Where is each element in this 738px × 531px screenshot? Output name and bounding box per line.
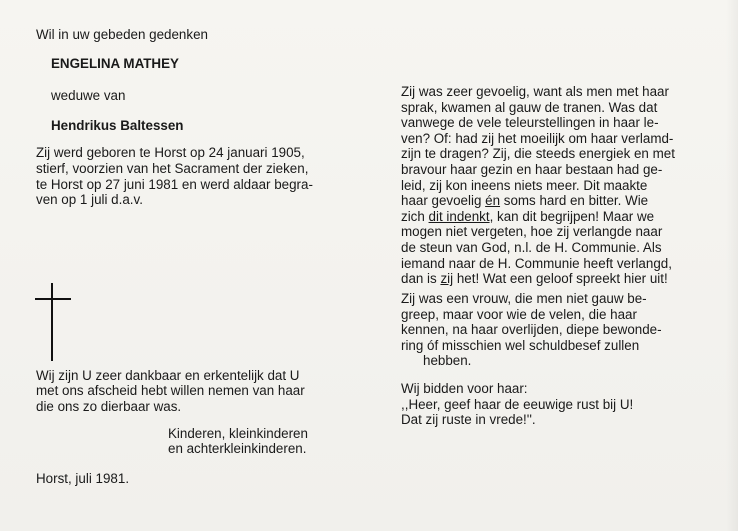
underlined-word: zij: [440, 271, 454, 287]
paragraph-line: Zij was een vrouw, die men niet gauw be-: [401, 291, 647, 306]
paragraph-line: kennen, na haar overlijden, diepe bewonde-: [401, 322, 662, 338]
bio-line: Zij werd geboren te Horst op 24 januari 1905,: [36, 145, 305, 160]
thanks-line: met ons afscheid hebt willen nemen van haar: [36, 383, 305, 398]
prayer-line: ,,Heer, geef haar de eeuwige rust bij U!: [401, 396, 634, 412]
widow-of-text: weduwe van: [51, 88, 126, 103]
deceased-name: ENGELINA MATHEY: [51, 56, 179, 71]
bio-line: ven op 1 juli d.a.v.: [36, 192, 143, 207]
paragraph-line: zijn te dragen? Zij, die steeds energiek en met: [401, 146, 675, 162]
paragraph-line: vanwege de vele teleurstellingen in haar le-: [401, 115, 659, 131]
paragraph-line: Zij was zeer gevoelig, want als men met haar: [401, 84, 669, 99]
thanks-line: Wij zijn U zeer dankbaar en erkentelijk dat U: [36, 368, 300, 383]
prayer: [401, 381, 633, 428]
underlined-phrase: dit indenkt: [428, 208, 490, 224]
paragraph-line: leid, zij kon ineens niets meer. Dit maakte: [401, 177, 648, 193]
paragraph-line: hebben.: [423, 353, 472, 369]
paragraph-1: [401, 84, 675, 287]
paragraph-line: bravour haar gezin en haar bestaan had ge-: [401, 161, 663, 177]
underlined-word: én: [485, 193, 501, 209]
thanks-line: die ons zo dierbaar was.: [36, 399, 182, 414]
paragraph-line: de steun van God, n.l. de H. Communie. Als: [401, 239, 662, 255]
paragraph-2: [401, 291, 662, 369]
bio-line: stierf, voorzien van het Sacrament der zieken,: [36, 161, 309, 176]
paragraph-line: dan is zij het! Wat een geloof spreekt hier uit!: [401, 271, 668, 287]
bio-line: te Horst op 27 juni 1981 en werd aldaar begra-: [36, 177, 313, 192]
family-line: Kinderen, kleinkinderen: [168, 426, 308, 441]
place-date: Horst, juli 1981.: [36, 471, 130, 486]
paragraph-line: iemand naar de H. Communie heeft verlangd,: [401, 255, 672, 271]
paragraph-line: zich dit indenkt, kan dit begrijpen! Maar we: [401, 208, 655, 224]
paragraph-line: haar gevoelig én soms hard en bitter. Wie: [401, 193, 649, 209]
paragraph-line: ven? Of: had zij het moeilijk om haar verlamd-: [401, 130, 674, 146]
family-line: en achterkleinkinderen.: [168, 441, 307, 456]
paragraph-line: mogen niet vergeten, hoe zij verlangde naar: [401, 224, 663, 240]
card-edge-shadow: [726, 0, 738, 531]
paragraph-line: ring óf misschien wel schuldbesef zullen: [401, 337, 640, 353]
prayer-line: Dat zij ruste in vrede!''.: [401, 412, 536, 428]
prayer-line: Wij bidden voor haar:: [401, 381, 528, 396]
husband-name: Hendrikus Baltessen: [51, 118, 184, 133]
intro-text: Wil in uw gebeden gedenken: [36, 27, 208, 42]
paragraph-line: sprak, kwamen al gauw de tranen. Was dat: [401, 99, 658, 115]
paragraph-line: greep, maar voor wie de velen, die haar: [401, 306, 637, 322]
